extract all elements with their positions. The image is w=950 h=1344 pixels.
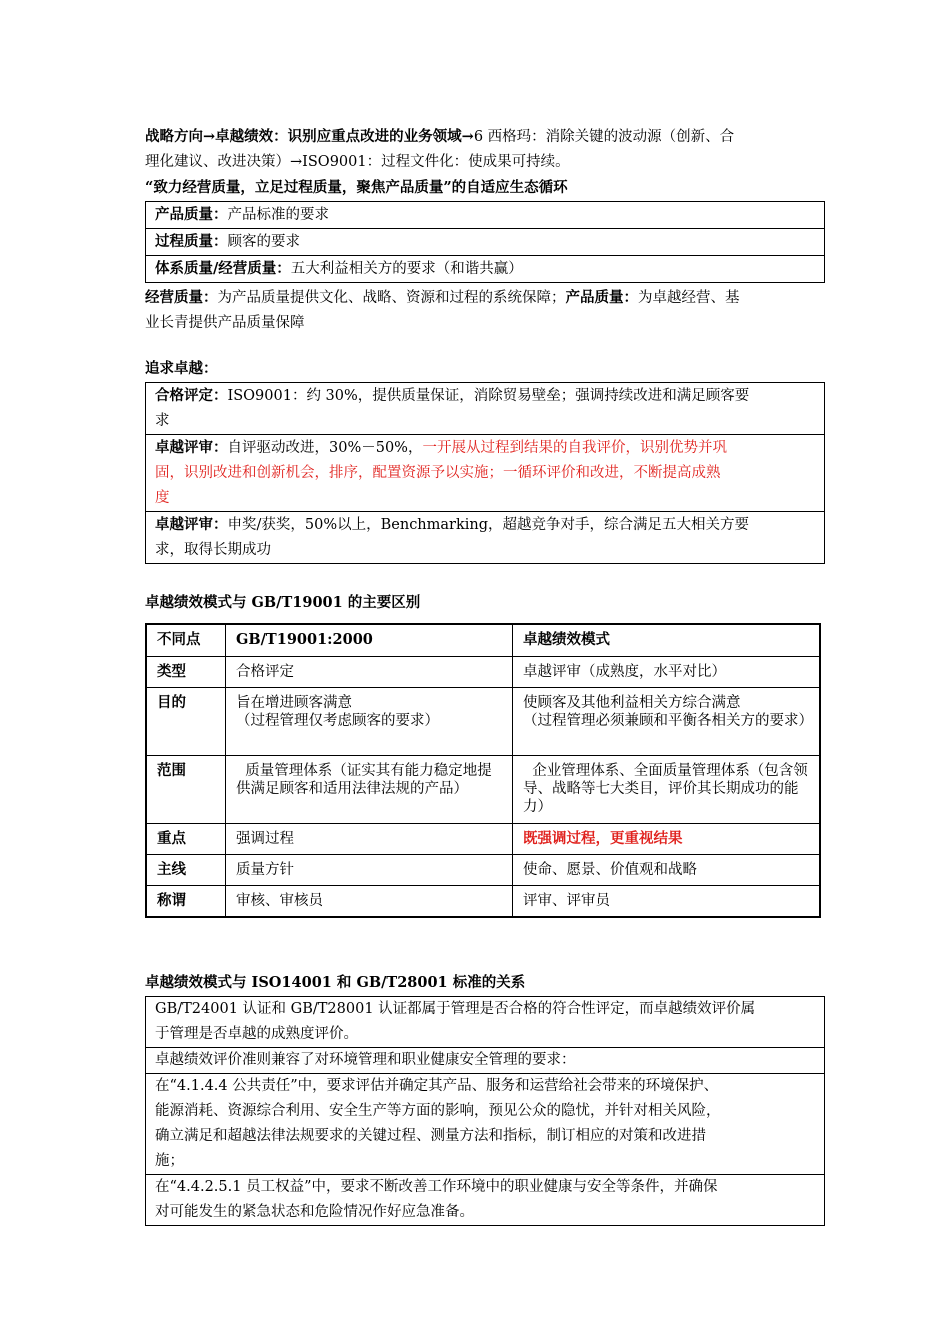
comparison-title: 卓越绩效模式与 GB/T19001 的主要区别 (145, 594, 421, 611)
table-row: 合格评定：ISO9001：约 30%，提供质量保证，消除贸易壁垒；强调持续改进和满足顾客要 求 (146, 383, 825, 435)
table-row: 在“4.4.2.5.1 员工权益”中，要求不断改善工作环境中的职业健康与安全等条件，并确保 对可能发生的紧急状态和危险情况作好应急准备。 (146, 1175, 825, 1226)
table-row: 在“4.1.4.4 公共责任”中，要求评估并确定其产品、服务和运营给社会带来的环境保护、 能源消耗、资源综合利用、安全生产等方面的影响，预见公众的隐忧，并针对相关风险， 确立满足和超越法律法规要求的关键过程、测量方法和指标，制订相应的对策和改进措 施； (146, 1074, 825, 1175)
quality-note: 经营质量：为产品质量提供文化、战略、资源和过程的系统保障；产品质量：为卓越经营、基 (145, 289, 740, 306)
relation-title: 卓越绩效模式与 ISO14001 和 GB/T28001 标准的关系 (145, 974, 526, 991)
table-row: GB/T24001 认证和 GB/T28001 认证都属于管理是否合格的符合性评定，而卓越绩效评价属 于管理是否卓越的成熟度评价。 (146, 997, 825, 1048)
pursuit-title: 追求卓越： (145, 360, 218, 377)
table-row: 范围 质量管理体系（证实其有能力稳定地提供满足顾客和适用法律法规的产品） 企业管理体系、全面质量管理体系（包含领导、战略等七大类目，评价其长期成功的能力） (146, 756, 820, 824)
quality-note-line-2: 业长青提供产品质量保障 (145, 315, 305, 331)
pursuit-table (145, 382, 825, 564)
document-page (145, 124, 825, 1226)
comparison-table (145, 623, 821, 918)
table-row: 过程质量：顾客的要求 (146, 229, 825, 256)
table-row: 称谓 审核、审核员 评审、评审员 (146, 886, 820, 918)
table-header-row: 不同点 GB/T19001:2000 卓越绩效模式 (146, 624, 820, 657)
table-row: 卓越评审：自评驱动改进，30%－50%，一开展从过程到结果的自我评价，识别优势并巩 固，识别改进和创新机会，排序，配置资源予以实施；一循环评价和改进，不断提高成熟 度 (146, 435, 825, 512)
relation-table (145, 996, 825, 1226)
table-row: 产品质量：产品标准的要求 (146, 202, 825, 229)
quality-table (145, 201, 825, 283)
table-row: 体系质量/经营质量：五大利益相关方的要求（和谐共赢） (146, 256, 825, 283)
table-row: 卓越评审：申奖/获奖，50%以上，Benchmarking，超越竞争对手，综合满足五大相关方要 求，取得长期成功 (146, 512, 825, 564)
table-row: 卓越绩效评价准则兼容了对环境管理和职业健康安全管理的要求： (146, 1048, 825, 1074)
intro-line-1: 战略方向→卓越绩效：识别应重点改进的业务领域→6 西格玛：消除关键的波动源（创新、合 (145, 128, 735, 145)
cycle-title: “致力经营质量，立足过程质量，聚焦产品质量”的自适应生态循环 (145, 179, 568, 196)
table-row: 主线 质量方针 使命、愿景、价值观和战略 (146, 855, 820, 886)
table-row: 目的 旨在增进顾客满意 （过程管理仅考虑顾客的要求） 使顾客及其他利益相关方综合满意 （过程管理必须兼顾和平衡各相关方的要求） (146, 688, 820, 756)
table-row: 类型 合格评定 卓越评审（成熟度，水平对比） (146, 657, 820, 688)
table-row: 重点 强调过程 既强调过程，更重视结果 (146, 824, 820, 855)
intro-line-2: 理化建议、改进决策）→ISO9001：过程文件化：使成果可持续。 (145, 154, 570, 170)
